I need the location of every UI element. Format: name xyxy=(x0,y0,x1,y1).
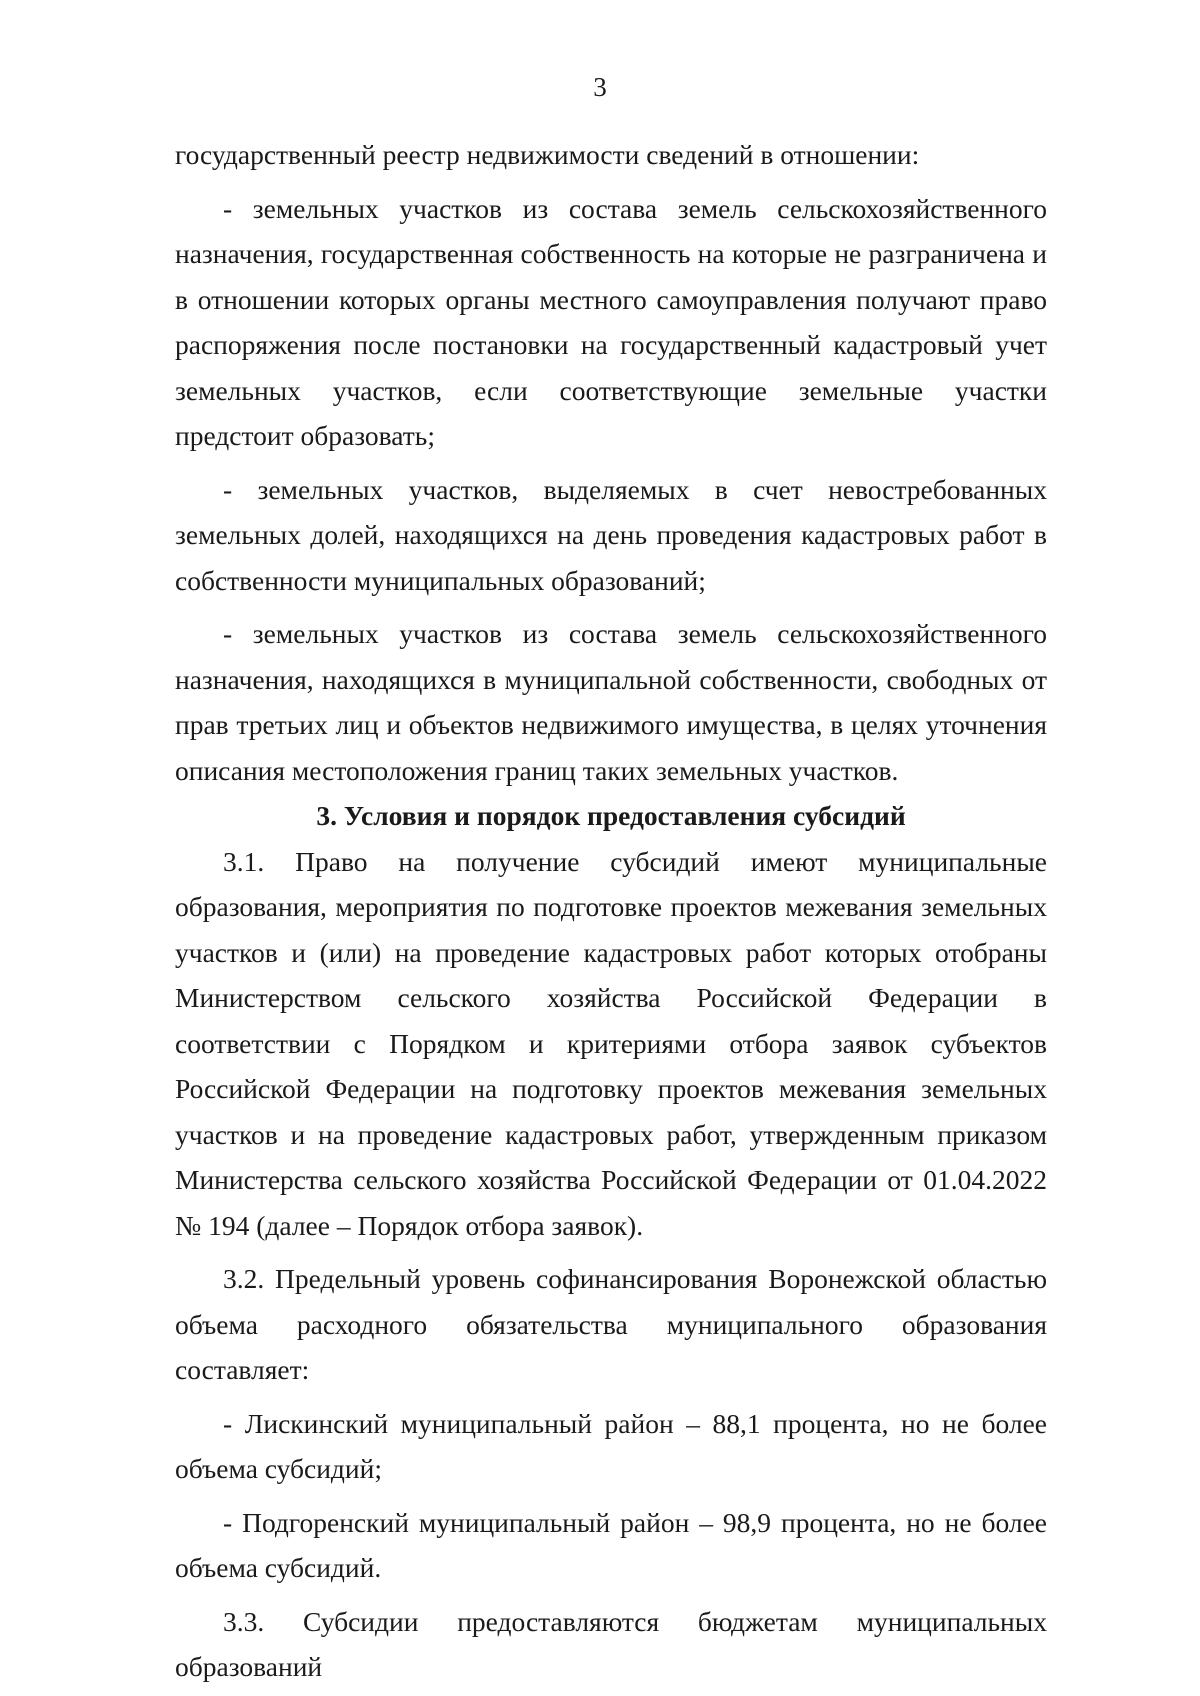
paragraph-agricultural-land: - земельных участков из состава земель сельскохозяйственного назначения, государственная собственность на которые не разграничена и в отношении которых органы местного самоуправления получают право распоряжения после постановки на государственный кадастровый учет земельных участков, если соответствующие земельные участки предстоит образовать; xyxy=(175,192,1047,451)
paragraph-podgorensky-district: - Подгоренский муниципальный район – 98,9 процента, но не более объема субсидий. xyxy=(175,1506,1047,1583)
paragraph-3-2: 3.2. Предельный уровень софинансирования Воронежской областью объема расходного обязательства муниципального образования составляет: xyxy=(175,1263,1047,1385)
document-body xyxy=(175,132,1047,1690)
paragraph-liski-district: - Лискинский муниципальный район – 88,1 процента, но не более объема субсидий; xyxy=(175,1407,1047,1484)
paragraph-unclaimed-shares: - земельных участков, выделяемых в счет невостребованных земельных долей, находящихся на день проведения кадастровых работ в собственности муниципальных образований; xyxy=(175,473,1047,596)
section-heading: 3. Условия и порядок предоставления субсидий xyxy=(316,800,906,831)
paragraph-municipal-land: - земельных участков из состава земель сельскохозяйственного назначения, находящихся в муниципальной собственности, свободных от прав третьих лиц и объектов недвижимого имущества, в целях уточнения описания местоположения границ таких земельных участков. xyxy=(175,618,1047,786)
paragraph-registry-intro: государственный реестр недвижимости сведений в отношении: xyxy=(175,139,920,170)
page-number: 3 xyxy=(593,72,607,102)
paragraph-3-3: 3.3. Субсидии предоставляются бюджетам муниципальных образований xyxy=(175,1605,1047,1682)
paragraph-3-1: 3.1. Право на получение субсидий имеют муниципальные образования, мероприятия по подготовке проектов межевания земельных участков и (или) на проведение кадастровых работ которых отобраны Министерством сельского хозяйства Российской Федерации в соответствии с Порядком и критериями отбора заявок субъектов Российской Федерации на подготовку проектов межевания земельных участков и на проведение кадастровых работ, утвержденным приказом Министерства сельского хозяйства Российской Федерации от 01.04.2022 № 194 (далее – Порядок отбора заявок). xyxy=(175,845,1047,1241)
